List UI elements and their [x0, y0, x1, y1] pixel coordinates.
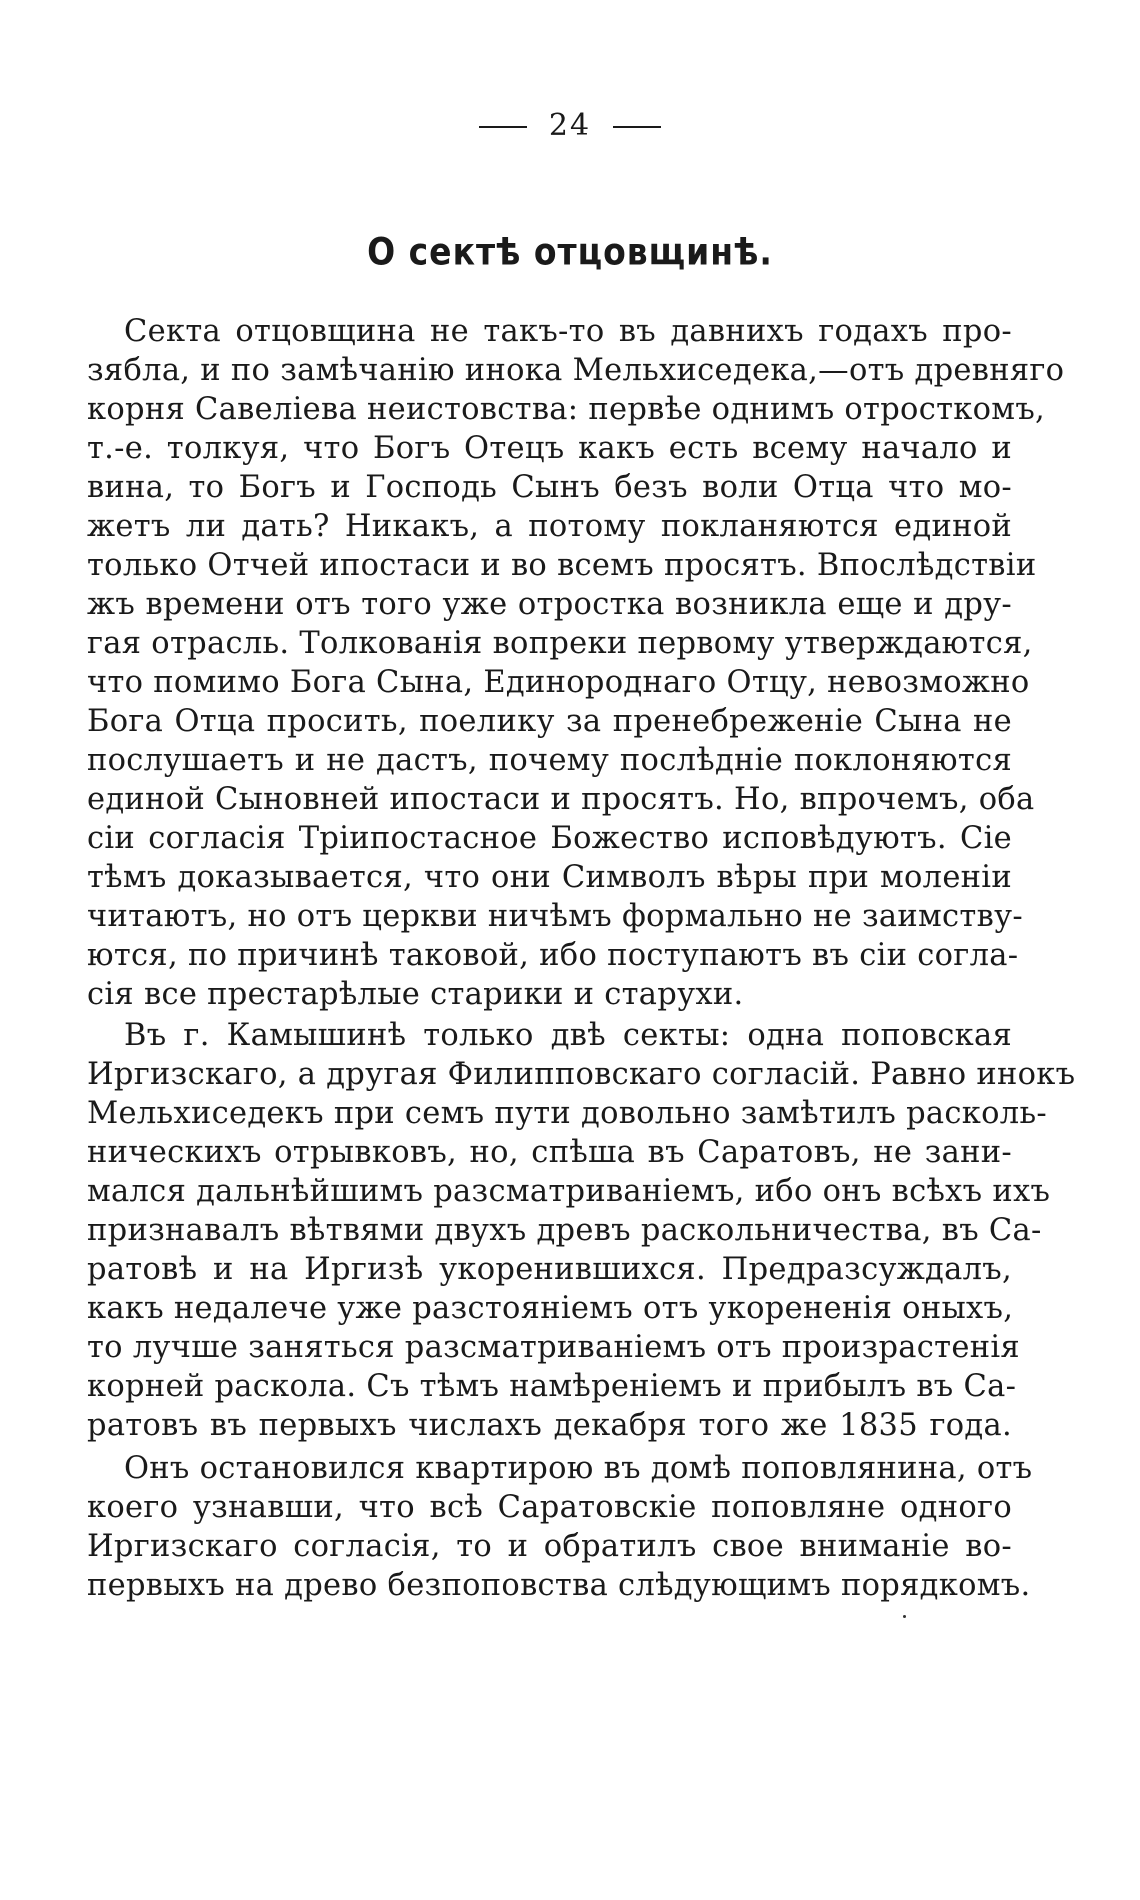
text-line: коего узнавши, что всѣ Саратовскіе поповляне одного	[87, 1490, 1012, 1525]
text-line: зябла, и по замѣчанію инока Мельхиседека,—отъ древняго	[87, 353, 1065, 388]
text-line: жъ времени отъ того уже отростка возникла еще и дру-	[87, 587, 1012, 622]
text-line: какъ недалече уже разстояніемъ отъ укорененія оныхъ,	[87, 1291, 1014, 1326]
text-line: ратовѣ и на Иргизѣ укоренившихся. Предразсуждалъ,	[87, 1252, 1012, 1287]
text-line: Иргизскаго согласія, то и обратилъ свое вниманіе во-	[87, 1529, 1012, 1564]
text-line: что помимо Бога Сына, Единороднаго Отцу, невозможно	[87, 665, 1030, 700]
text-line: корня Савеліева неистовства: первѣе однимъ отросткомъ,	[87, 392, 1046, 427]
text-line: признавалъ вѣтвями двухъ древъ раскольничества, въ Са-	[87, 1213, 1042, 1248]
text-line: ническихъ отрывковъ, но, спѣша въ Саратовъ, не зани-	[87, 1135, 1012, 1170]
text-line: тѣмъ доказывается, что они Символъ вѣры при моленіи	[87, 860, 1012, 895]
text-line: сія все престарѣлые старики и старухи.	[87, 977, 744, 1012]
text-line: Мельхиседекъ при семъ пути довольно замѣтилъ расколь-	[87, 1096, 1047, 1131]
text-line: сіи согласія Тріипостасное Божество исповѣдуютъ. Сіе	[87, 821, 1012, 856]
text-line: корней раскола. Съ тѣмъ намѣреніемъ и прибылъ въ Са-	[87, 1369, 1017, 1404]
section-heading: О сектѣ отцовщинѣ.	[367, 229, 773, 274]
text-line: Онъ остановился квартирою въ домѣ поповлянина, отъ	[124, 1451, 1033, 1486]
text-line: Секта отцовщина не такъ-то въ давнихъ годахъ про-	[124, 314, 1012, 349]
text-line: гая отрасль. Толкованія вопреки первому утверждаются,	[87, 626, 1033, 661]
print-speck	[903, 1615, 906, 1618]
text-line: жетъ ли дать? Никакъ, а потому покланяются единой	[87, 509, 1012, 544]
text-line: мался дальнѣйшимъ разсматриваніемъ, ибо онъ всѣхъ ихъ	[87, 1174, 1051, 1209]
text-line: ются, по причинѣ таковой, ибо поступаютъ въ сіи согла-	[87, 938, 1019, 973]
dash-left	[479, 126, 527, 128]
dash-right	[613, 126, 661, 128]
text-line: только Отчей ипостаси и во всемъ просятъ. Впослѣдствіи	[87, 548, 1037, 583]
text-line: Иргизскаго, а другая Филипповскаго согласій. Равно инокъ	[87, 1057, 1076, 1092]
text-line: единой Сыновней ипостаси и просятъ. Но, впрочемъ, оба	[87, 782, 1035, 817]
page-number-value: 24	[548, 108, 592, 143]
text-line: то лучше заняться разсматриваніемъ отъ произрастенія	[87, 1330, 1020, 1365]
text-line: ратовъ въ первыхъ числахъ декабря того же 1835 года.	[87, 1408, 1012, 1443]
text-line: Въ г. Камышинѣ только двѣ секты: одна поповская	[124, 1018, 1012, 1053]
text-line: Бога Отца просить, поелику за пренебреженіе Сына не	[87, 704, 1012, 739]
page-number	[0, 108, 1140, 143]
text-line: послушаетъ и не дастъ, почему послѣдніе поклоняются	[87, 743, 1012, 778]
text-line: т.-е. толкуя, что Богъ Отецъ какъ есть всему начало и	[87, 431, 1012, 466]
text-line: читаютъ, но отъ церкви ничѣмъ формально не заимству-	[87, 899, 1023, 934]
text-line: первыхъ на древо безпоповства слѣдующимъ порядкомъ.	[87, 1568, 1031, 1603]
text-line: вина, то Богъ и Господь Сынъ безъ воли Отца что мо-	[87, 470, 1012, 505]
